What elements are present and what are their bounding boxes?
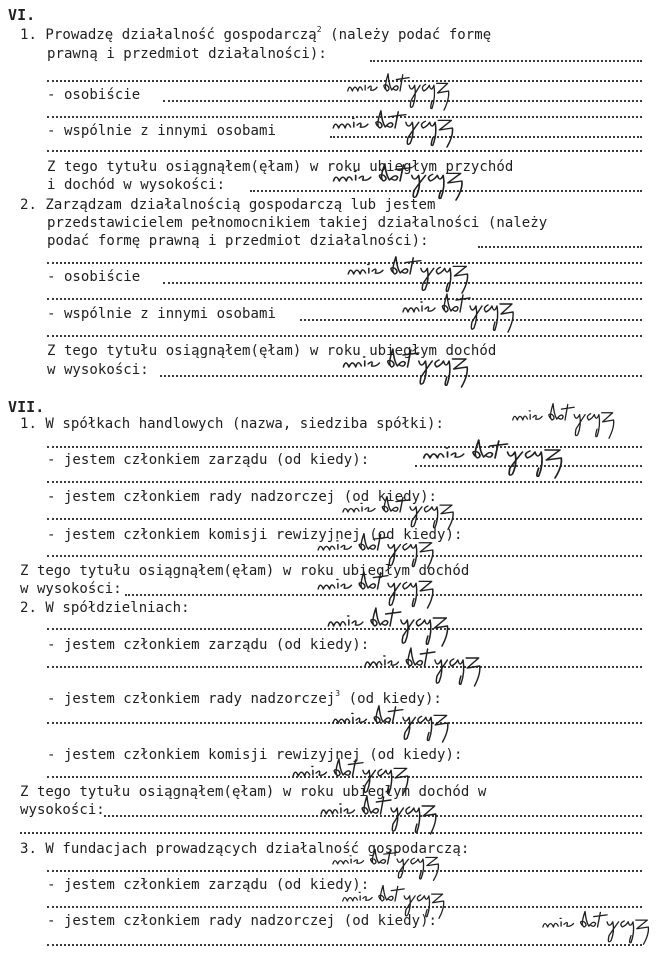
vii-2-audit-label: - jestem członkiem komisji rewizyjnej (od kiedy):	[47, 747, 463, 763]
vi-1-personal-label: - osobiście	[47, 87, 141, 103]
handwritten-entry	[325, 604, 455, 648]
answer-dotted-line	[370, 60, 642, 62]
vii-1-income-line1: Z tego tytułu osiągnąłem(ęłam) w roku ubiegłym dochód	[20, 563, 470, 579]
section-vii-heading: VII.	[8, 398, 45, 416]
answer-dotted-line	[47, 150, 642, 152]
vii-2-board-label: - jestem członkiem zarządu (od kiedy):	[47, 637, 370, 653]
handwritten-entry	[318, 792, 443, 836]
handwritten-entry	[400, 290, 520, 334]
vi-1-income-line2: i dochód w wysokości:	[47, 177, 226, 193]
vi-1-line1: 1. Prowadzę działalność gospodarczą$^2$ (należy podać formę	[20, 25, 492, 43]
handwritten-entry	[330, 160, 470, 202]
answer-dotted-line	[47, 335, 642, 337]
vii-1-income-line2: w wysokości:	[20, 581, 122, 597]
vi-2-jointly-label: - wspólnie z innymi osobami	[47, 306, 276, 322]
vi-2-personal-label: - osobiście	[47, 269, 141, 285]
vi-2-line2: przedstawicielem pełnomocnikiem takiej działalności (należy	[47, 215, 548, 231]
handwritten-entry	[420, 436, 570, 480]
vii-2-line1: 2. W spółdzielniach:	[20, 600, 190, 616]
vi-2-line3: podać formę prawną i przedmiot działalności):	[47, 233, 429, 249]
answer-dotted-line	[47, 666, 642, 668]
vii-1-line1: 1. W spółkach handlowych (nazwa, siedziba spółki):	[20, 416, 444, 432]
section-vi-heading: VI.	[8, 6, 36, 24]
handwritten-entry	[345, 253, 475, 295]
vii-1-board-label: - jestem członkiem zarządu (od kiedy):	[47, 452, 370, 468]
vii-2-income-line1: Z tego tytułu osiągnąłem(ęłam) w roku ubiegłym dochód w	[20, 784, 487, 800]
handwritten-entry	[330, 107, 460, 149]
handwritten-entry	[330, 702, 455, 744]
handwritten-entry	[340, 882, 450, 920]
vii-3-line1: 3. W fundacjach prowadzących działalność gospodarczą:	[20, 841, 470, 857]
handwritten-entry	[540, 908, 655, 946]
answer-dotted-line	[47, 298, 642, 300]
vii-2-income-line2: wysokości:	[20, 802, 105, 818]
vii-1-supervisory-label: - jestem członkiem rady nadzorczej (od kiedy):	[47, 489, 438, 505]
handwritten-entry	[345, 70, 455, 112]
vi-2-income-line1: Z tego tytułu osiągnąłem(ęłam) w roku ubiegłym dochód	[47, 343, 497, 359]
handwritten-entry	[315, 530, 440, 570]
handwritten-entry	[510, 400, 620, 440]
vi-2-line1: 2. Zarządzam działalnością gospodarczą lub jestem	[20, 197, 436, 213]
vi-1-income-line1: Z tego tytułu osiągnąłem(ęłam) w roku ubiegłym przychód	[47, 159, 514, 175]
handwritten-entry	[340, 345, 475, 389]
vii-2-supervisory-label: - jestem członkiem rady nadzorczej$^3$ (od kiedy):	[47, 689, 442, 707]
vi-2-income-line2: w wysokości:	[47, 362, 149, 378]
handwritten-entry	[290, 755, 415, 797]
vii-3-board-label: - jestem członkiem zarządu (od kiedy):	[47, 877, 370, 893]
handwritten-entry	[340, 493, 460, 531]
answer-dotted-line	[478, 246, 642, 248]
vi-1-line2: prawną i przedmiot działalności):	[47, 46, 327, 62]
answer-dotted-line	[47, 481, 642, 483]
handwritten-entry	[330, 846, 445, 882]
handwritten-entry	[362, 644, 487, 688]
vii-3-supervisory-label: - jestem członkiem rady nadzorczej (od kiedy):	[47, 913, 438, 929]
vii-1-audit-label: - jestem członkiem komisji rewizyjnej (od kiedy):	[47, 527, 463, 543]
vi-1-jointly-label: - wspólnie z innymi osobami	[47, 123, 276, 139]
